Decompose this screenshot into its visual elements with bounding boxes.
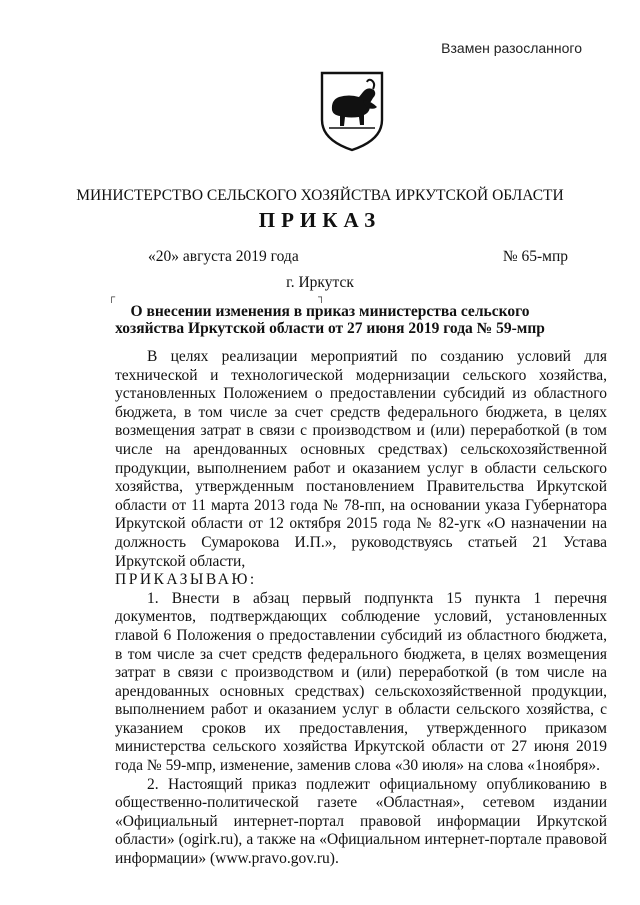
document-city: г. Иркутск [286,274,354,291]
document-number: № 65-мпр [502,248,568,265]
preamble-paragraph: В целях реализации мероприятий по созданию условий для технической и технологической модернизации сельского хозяйства, установленных Положением о предоставлении субсидий из областного бюджета, в том числе за счет средств федерального бюджета, в целях возмещения затрат в связи с производством и (или) переработкой (в том числе на арендованных основных средствах) сельскохозяйственной продукции, выполнением работ и оказанием услуг в области сельского хозяйства, утвержденным постановлением Правительства Иркутской области от 11 марта 2013 года № 78-пп, на основании указа Губернатора Иркутской области от 12 октября 2015 года № 82-угк «О назначении на должность Сумарокова И.П.», руководствуясь статьей 21 Устава Иркутской области, [115,348,607,570]
irkutsk-coat-of-arms-icon [319,70,385,152]
document-type: ПРИКАЗ [258,208,382,232]
document-body [115,348,607,869]
replacement-stamp: Взамен разосланного [441,40,582,56]
document-title: О внесении изменения в приказ министерства сельского хозяйства Иркутской области от 27 июня 2019 года № 59-мпр [115,303,545,337]
title-corner-mark-right: ┐ [318,292,326,303]
order-item-2: 2. Настоящий приказ подлежит официальному опубликованию в общественно-политической газете «Областная», сетевом издании «Официальный интернет-портал правовой информации Иркутской области» (ogirk.ru), а также на «Официальном интернет-портале правовой информации» (www.pravo.gov.ru). [115,775,607,868]
order-item-1: 1. Внести в абзац первый подпункта 15 пункта 1 перечня документов, подтверждающих соблюдение условий, установленных главой 6 Положения о предоставлении субсидий из областного бюджета, в том числе за счет средств федерального бюджета, в целях возмещения затрат в связи с производством и (или) переработкой (в том числе на арендованных основных средствах) сельскохозяйственной продукции, выполнением работ и оказанием услуг в области сельского хозяйства, с указанием сроков их предоставления, утвержденного приказом министерства сельского хозяйства Иркутской области от 27 июня 2019 года № 59-мпр, изменение, заменив слова «30 июля» на слова «1ноября». [115,589,607,775]
decree-word: ПРИКАЗЫВАЮ: [115,571,257,589]
document-date: «20» августа 2019 года [148,248,299,265]
ministry-name: МИНИСТЕРСТВО СЕЛЬСКОГО ХОЗЯЙСТВА ИРКУТСКОЙ ОБЛАСТИ [76,187,564,204]
title-corner-mark-left: ┌ [108,292,116,303]
